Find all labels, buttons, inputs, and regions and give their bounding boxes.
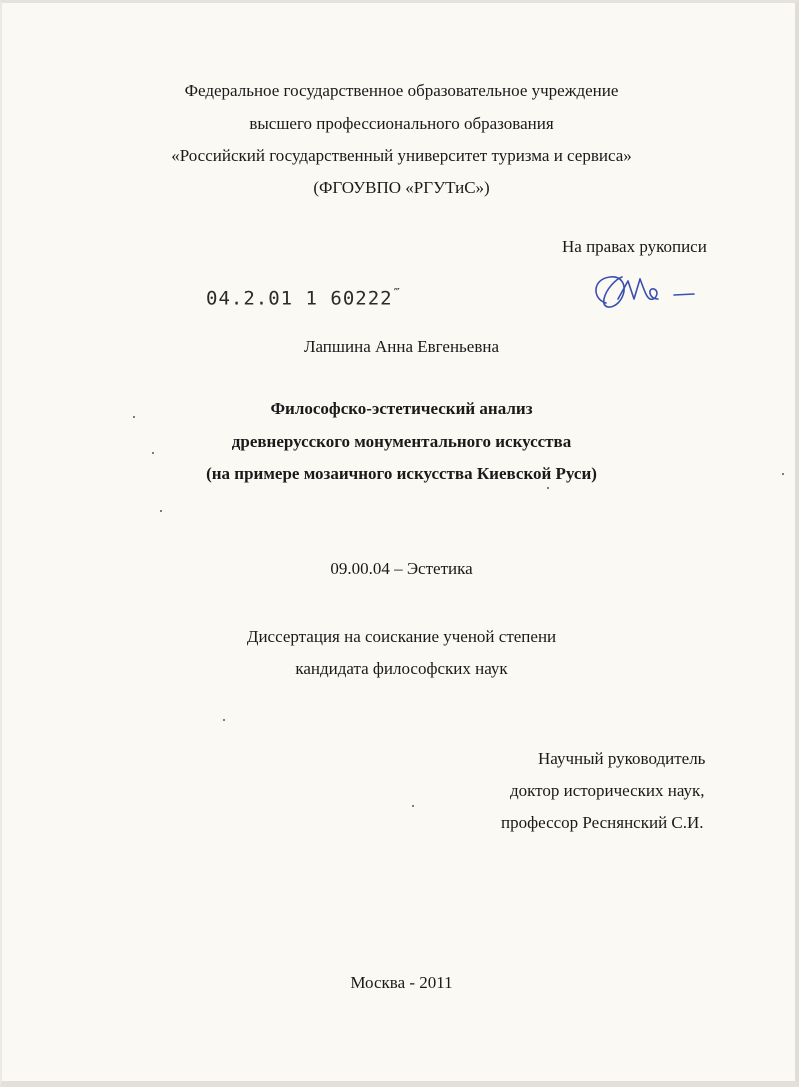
scan-speck — [133, 416, 135, 418]
stamp-mark-icon: ‴ — [393, 286, 401, 300]
institution-abbreviation: (ФГОУВПО «РГУТиС») — [313, 178, 490, 197]
author-name: Лапшина Анна Евгеньевна — [303, 337, 500, 356]
stamp-number: 1 6022 — [305, 287, 381, 310]
thesis-title-line-1: Философско-эстетический анализ — [270, 399, 533, 418]
institution-line-3: «Российский государственный университет туризма и сервиса» — [171, 146, 632, 165]
stamp-date: 04.2.01 — [206, 287, 294, 310]
supervisor-label: Научный руководитель — [538, 749, 706, 768]
scan-speck — [782, 473, 784, 475]
institution-line-2: высшего профессионального образования — [249, 114, 554, 133]
scan-speck — [412, 805, 414, 807]
thesis-title-line-3: (на примере мозаичного искусства Киевской Руси) — [206, 464, 597, 483]
institution-line-1: Федеральное государственное образовательное учреждение — [184, 81, 619, 100]
signature-icon — [588, 269, 696, 317]
registration-stamp — [206, 286, 401, 309]
scan-speck — [223, 719, 225, 721]
thesis-title-line-2: древнерусского монументального искусства — [231, 432, 572, 451]
stamp-suffix: 2 — [380, 287, 393, 310]
scan-speck — [160, 510, 162, 512]
scan-speck — [547, 487, 549, 489]
rights-note: На правах рукописи — [562, 237, 707, 256]
scan-speck — [152, 452, 154, 454]
city-year: Москва - 2011 — [350, 973, 453, 992]
degree-line-2: кандидата философских наук — [295, 659, 508, 678]
degree-line-1: Диссертация на соискание ученой степени — [246, 627, 557, 646]
specialty-code: 09.00.04 – Эстетика — [330, 559, 473, 578]
supervisor-name: профессор Реснянский С.И. — [501, 813, 704, 832]
supervisor-degree: доктор исторических наук, — [510, 781, 705, 800]
